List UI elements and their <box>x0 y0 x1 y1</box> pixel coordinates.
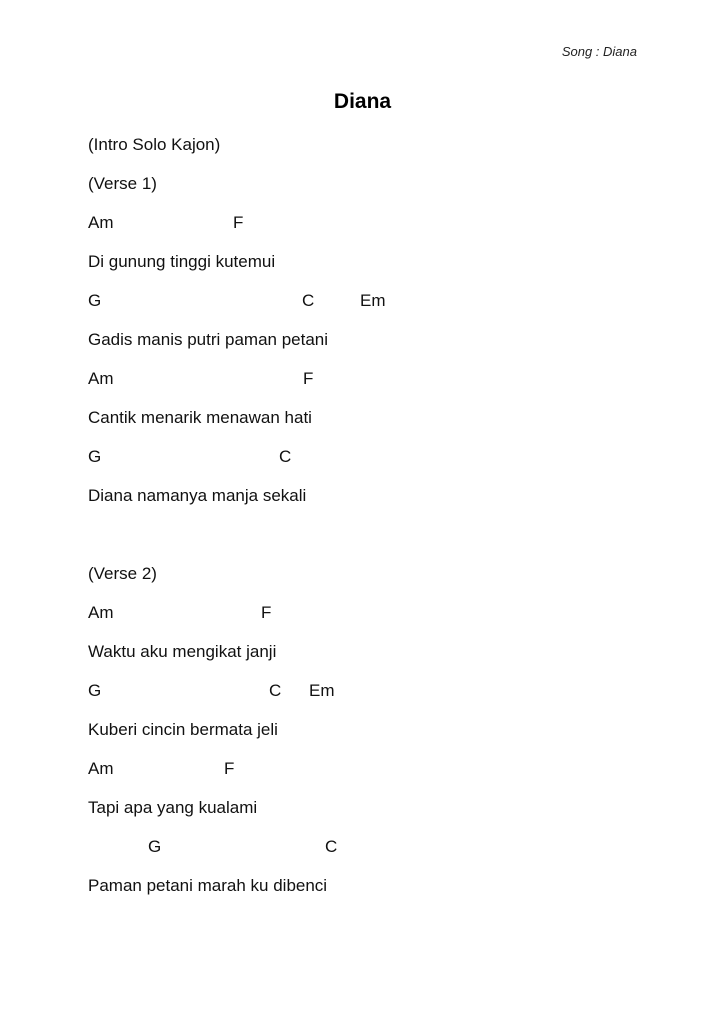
chord: F <box>224 759 235 778</box>
chord: C <box>302 291 315 310</box>
chord: G <box>148 837 162 856</box>
chord: Em <box>360 291 386 310</box>
chord: F <box>261 603 272 622</box>
chord: Am <box>88 213 114 232</box>
lyric-line: Diana namanya manja sekali <box>88 486 307 505</box>
chord: G <box>88 291 102 310</box>
chord: F <box>233 213 244 232</box>
lyric-line: Kuberi cincin bermata jeli <box>88 720 278 739</box>
chord: Am <box>88 369 114 388</box>
chord: Am <box>88 759 114 778</box>
chord: C <box>325 837 338 856</box>
header-song-label: Song : Diana <box>561 44 637 59</box>
lyric-line: Paman petani marah ku dibenci <box>88 876 328 895</box>
verse1-label: (Verse 1) <box>88 174 157 193</box>
lyric-line: Waktu aku mengikat janji <box>88 642 277 661</box>
chord: C <box>269 681 282 700</box>
chord: Am <box>88 603 114 622</box>
chord: F <box>303 369 314 388</box>
chord: G <box>88 681 102 700</box>
chord: G <box>88 447 102 466</box>
lyric-line: Cantik menarik menawan hati <box>88 408 312 427</box>
chord: C <box>279 447 292 466</box>
lyric-line: Gadis manis putri paman petani <box>88 330 329 349</box>
song-title: Diana <box>333 90 392 113</box>
chord: Em <box>309 681 335 700</box>
verse2-label: (Verse 2) <box>88 564 157 583</box>
lyric-line: Di gunung tinggi kutemui <box>88 252 276 271</box>
intro-label: (Intro Solo Kajon) <box>88 135 221 154</box>
lyric-line: Tapi apa yang kualami <box>88 798 258 817</box>
